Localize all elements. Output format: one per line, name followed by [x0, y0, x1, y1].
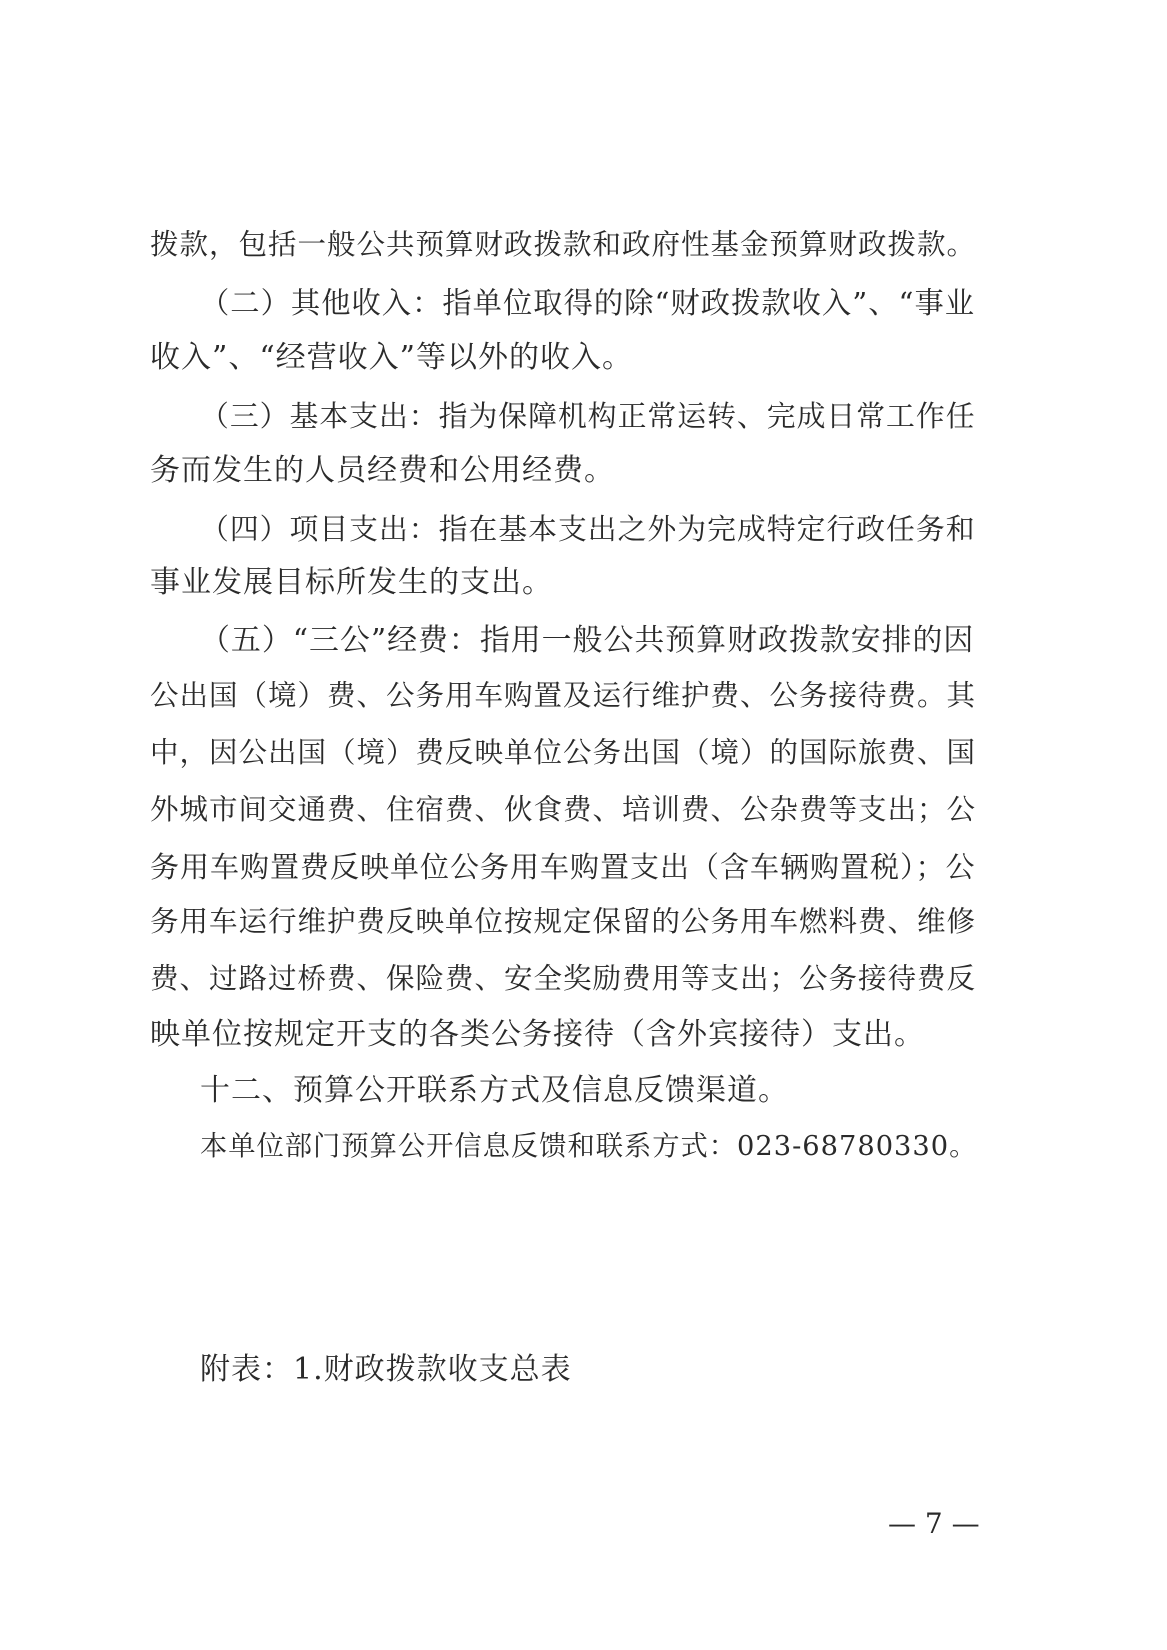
text-line: （四）项目支出：指在基本支出之外为完成特定行政任务和: [200, 512, 976, 546]
contact-line: 本单位部门预算公开信息反馈和联系方式：023-68780330。: [200, 1131, 978, 1162]
text-line: 事业发展目标所发生的支出。: [150, 565, 553, 600]
text-line: 费、过路过桥费、保险费、安全奖励费用等支出；公务接待费反: [150, 962, 977, 995]
text-line: 中，因公出国（境）费反映单位公务出国（境）的国际旅费、国: [150, 736, 977, 769]
text-line: 务用车运行维护费反映单位按规定保留的公务用车燃料费、维修: [150, 905, 977, 938]
page-number: — 7 —: [888, 1507, 980, 1540]
text-line: 务而发生的人员经费和公用经费。: [150, 453, 615, 488]
text-line: 务用车购置费反映单位公务用车购置支出（含车辆购置税）；公: [150, 850, 976, 884]
text-line: 拨款，包括一般公共预算财政拨款和政府性基金预算财政拨款。: [150, 228, 977, 261]
section-heading: 十二、预算公开联系方式及信息反馈渠道。: [200, 1073, 789, 1108]
text-line: 外城市间交通费、住宿费、伙食费、培训费、公杂费等支出；公: [150, 793, 977, 826]
text-line: （三）基本支出：指为保障机构正常运转、完成日常工作任: [200, 399, 976, 433]
text-line: （五）“三公”经费：指用一般公共预算财政拨款安排的因: [200, 623, 975, 658]
attachment-line: 附表：1.财政拨款收支总表: [200, 1352, 572, 1387]
text-line: （二）其他收入：指单位取得的除“财政拨款收入”、“事业: [200, 286, 976, 320]
text-line: 映单位按规定开支的各类公务接待（含外宾接待）支出。: [150, 1017, 925, 1052]
text-line: 公出国（境）费、公务用车购置及运行维护费、公务接待费。其: [150, 679, 977, 712]
text-line: 收入”、“经营收入”等以外的收入。: [150, 340, 634, 375]
